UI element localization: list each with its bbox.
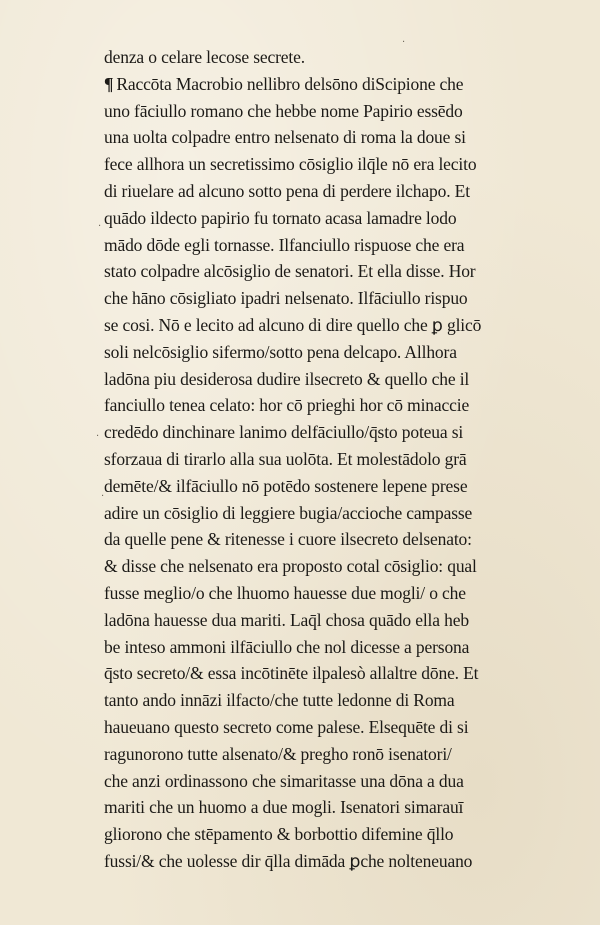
text-line: Raccōta Macrobio nellibro delsōno diScipione che xyxy=(116,73,464,94)
text-line: stato colpadre alcōsiglio de senatori. Et ella disse. Hor xyxy=(104,261,476,282)
text-line: che hāno cōsigliato ipadri nelsenato. Ilfāciullo rispuo xyxy=(104,288,468,309)
text-line: fece allhora un secretissimo cōsiglio ilq̄le nō era lecito xyxy=(104,154,477,175)
margin-speck: · xyxy=(98,221,102,232)
text-line: fanciullo tenea celato: hor cō prieghi hor cō minaccie xyxy=(104,395,470,416)
margin-speck: · xyxy=(402,37,406,48)
text-line: soli nelcōsiglio sifermo/sotto pena delcapo. Allhora xyxy=(104,341,457,362)
text-line: sforzaua di tirarlo alla sua uolōta. Et molestādolo grā xyxy=(104,448,467,469)
margin-speck: · xyxy=(101,491,105,502)
text-line: ragunorono tutte alsenato/& pregho ronō isenatori/ xyxy=(104,743,452,764)
text-line: da quelle pene & ritenesse i cuore ilsecreto delsenato: xyxy=(104,529,472,550)
text-line: denza o celare lecose secrete. xyxy=(104,47,305,67)
text-line: gliorono che stēpamento & borbottio difemine q̄llo xyxy=(104,824,454,845)
text-line: haueuano questo secreto come palese. Elsequēte di si xyxy=(104,716,469,737)
text-column xyxy=(104,44,574,875)
text-line: tanto ando innāzi ilfacto/che tutte ledonne di Roma xyxy=(104,690,455,711)
text-line: mādo dōde egli tornasse. Ilfanciullo rispuose che era xyxy=(104,234,465,255)
pilcrow-icon: ¶ xyxy=(104,73,114,94)
text-line: & disse che nelsenato era proposto cotal cōsiglio: qual xyxy=(104,556,477,577)
text-line: ladōna piu desiderosa dudire ilsecreto & quello che il xyxy=(104,368,470,389)
paragraph-start-line xyxy=(104,71,574,98)
text-line: mariti che un huomo a due mogli. Isenatori simarauī xyxy=(104,797,464,818)
text-line: che anzi ordinassono che simaritasse una dōna a dua xyxy=(104,770,464,791)
text-line: adire un cōsiglio di leggiere bugia/accioche campasse xyxy=(104,502,473,523)
text-line: be inteso ammoni ilfāciullo che nol dicesse a persona xyxy=(104,636,470,657)
text-line: se cosi. Nō e lecito ad alcuno di dire quello che ꝑ glicō xyxy=(104,314,482,335)
text-line: credēdo dinchinare lanimo delfāciullo/q̄sto poteua si xyxy=(104,422,464,443)
text-line: fusse meglio/o che lhuomo hauesse due mogli/ o che xyxy=(104,582,466,603)
text-line: q̄sto secreto/& essa incōtinēte ilpalesò allaltre dōne. Et xyxy=(104,663,479,684)
text-line: demēte/& ilfāciullo nō potēdo sostenere lepene prese xyxy=(104,475,468,496)
text-line: di riuelare ad alcuno sotto pena di perdere ilchapo. Et xyxy=(104,180,470,201)
text-line: ladōna hauesse dua mariti. Laq̄l chosa quādo ella heb xyxy=(104,609,469,630)
text-line: quādo ildecto papirio fu tornato acasa lamadre lodo xyxy=(104,207,457,228)
margin-speck: · xyxy=(96,431,100,442)
text-line: uno fāciullo romano che hebbe nome Papirio essēdo xyxy=(104,100,463,121)
text-line: fussi/& che uolesse dir q̄lla dimāda ꝑche nolteneuano xyxy=(104,850,473,871)
text-line: una uolta colpadre entro nelsenato di roma la doue si xyxy=(104,127,466,148)
